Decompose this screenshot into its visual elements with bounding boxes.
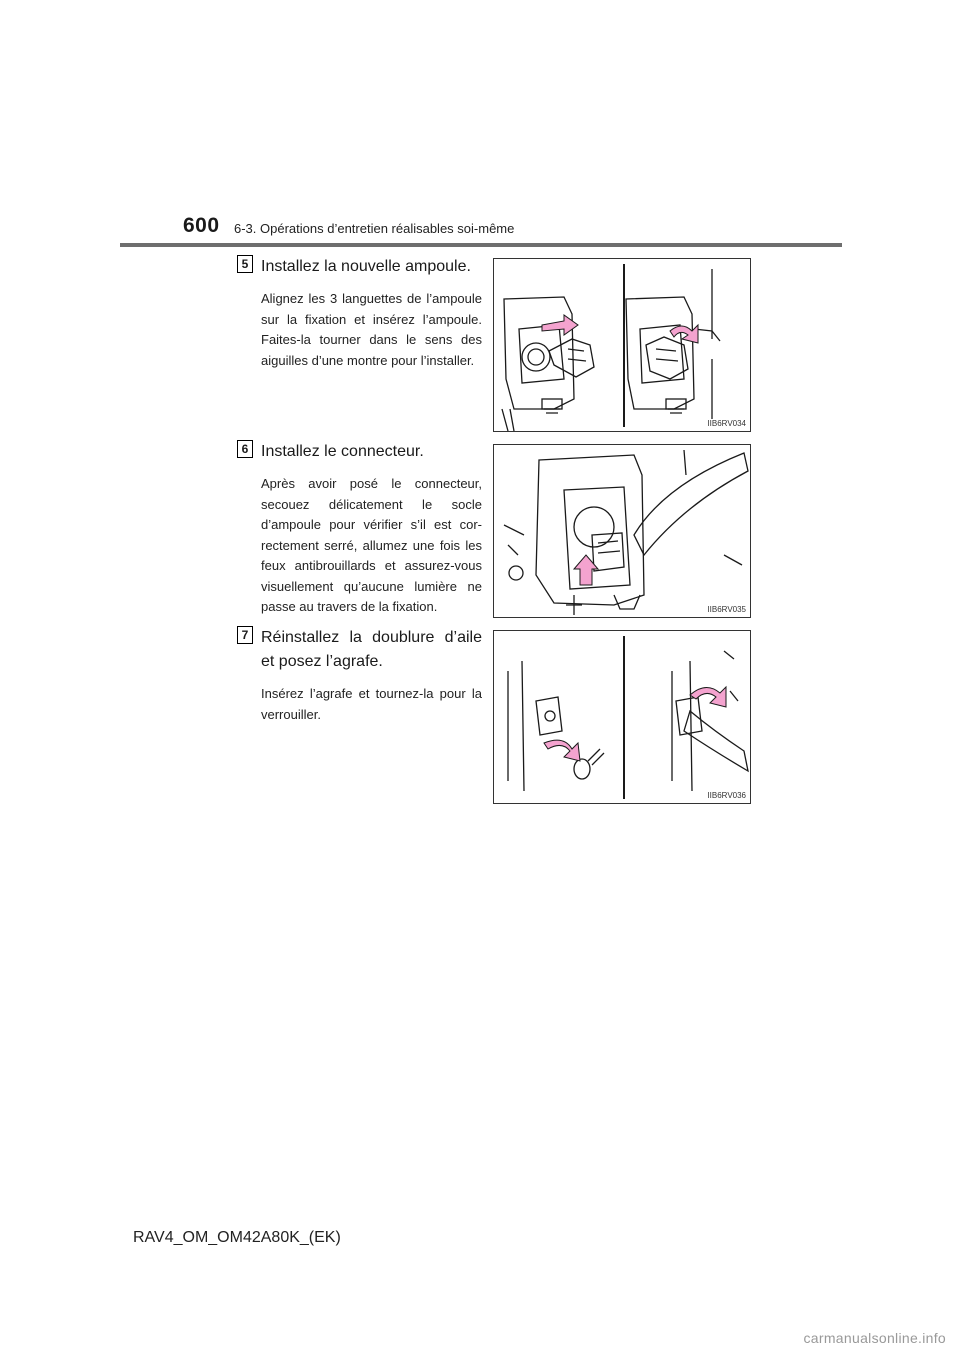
step-instructions: Alignez les 3 languettes de l’ampoule sur la fixation et insérez l’ampoule. Faites-la tourner dans le sens des aiguilles d’une montre pour l’installer. bbox=[261, 291, 482, 368]
header-rule bbox=[120, 243, 842, 247]
step-7 bbox=[237, 626, 482, 725]
figure-code: IIB6RV034 bbox=[707, 419, 746, 428]
step-6 bbox=[237, 440, 482, 618]
step-title: Installez le connecteur. bbox=[261, 443, 424, 460]
bulb-install-drawing bbox=[494, 259, 750, 431]
clip-drawing bbox=[494, 631, 750, 803]
step-5 bbox=[237, 255, 482, 371]
step-instructions: Insérez l’agrafe et tournez-la pour la verrouiller. bbox=[261, 686, 482, 722]
connector-drawing bbox=[494, 445, 750, 617]
footer-doc-code: RAV4_OM_OM42A80K_(EK) bbox=[133, 1229, 341, 1246]
figure-code: IIB6RV035 bbox=[707, 605, 746, 614]
step-number-badge: 5 bbox=[237, 255, 253, 273]
step-title: Réinstallez la doublure d’aile et posez l’agrafe. bbox=[261, 629, 482, 670]
watermark: carmanualsonline.info bbox=[803, 1330, 946, 1346]
step-title: Installez la nouvelle ampoule. bbox=[261, 258, 471, 275]
illustration-connector bbox=[493, 444, 751, 618]
step-number-badge: 6 bbox=[237, 440, 253, 458]
section-title: 6-3. Opérations d’entretien réalisables soi-même bbox=[234, 221, 515, 236]
illustration-bulb-install bbox=[493, 258, 751, 432]
step-number-badge: 7 bbox=[237, 626, 253, 644]
illustration-clip bbox=[493, 630, 751, 804]
figure-code: IIB6RV036 bbox=[707, 791, 746, 800]
page-number: 600 bbox=[183, 214, 220, 237]
step-instructions: Après avoir posé le connecteur, secouez délicatement le socle d’ampoule pour vérifier s’il est cor-rectement serré, allumez une fois les feux antibrouillards et assurez-vous visuellement qu’aucune lumière ne passe au travers de la fixation. bbox=[261, 476, 482, 614]
